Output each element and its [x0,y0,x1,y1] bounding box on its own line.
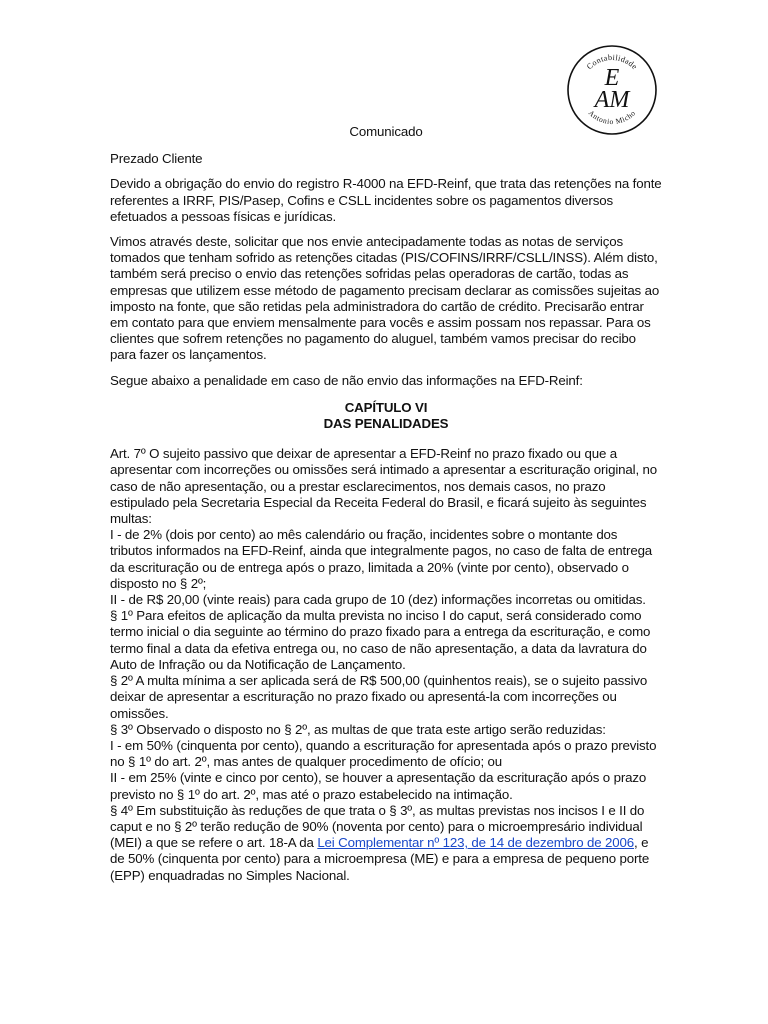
chapter-heading [110,400,662,432]
document-body [110,124,662,884]
paragraph-intro: Devido a obrigação do envio do registro R-4000 na EFD-Reinf, que trata das retenções na fonte referentes a IRRF, PIS/Pasep, Cofins e CSLL incidentes sobre os pagamentos diversos efetuados a pessoas físicas e jurídicas. [110,176,662,224]
article-7-paragraph-3: § 3º Observado o disposto no § 2º, as multas de que trata este artigo serão reduzidas: [110,721,606,737]
logo-monogram-top: E [604,65,620,91]
lei-complementar-link[interactable]: Lei Complementar nº 123, de 14 de dezembro de 2006 [317,835,635,851]
company-logo [566,44,658,136]
article-7-paragraph-4 [110,803,662,884]
paragraph-penalty-intro: Segue abaixo a penalidade em caso de não envio das informações na EFD-Reinf: [110,372,583,388]
document-title: Comunicado [349,124,423,139]
article-7 [110,446,662,883]
article-7-paragraph-3-inciso-1: I - em 50% (cinquenta por cento), quando a escrituração for apresentada após o prazo previsto no § 1º do art. 2º, mas antes de qualquer procedimento de ofício; ou [110,737,657,770]
greeting: Prezado Cliente [110,151,203,167]
logo-bottom-text: Antonio Micho [586,108,638,127]
paragraph-request: Vimos através deste, solicitar que nos envie antecipadamente todas as notas de serviços tomados que tenham sofrido as retenções citadas (PIS/COFINS/IRRF/CSLL/INSS). Além disto, também será preciso o envio das retenções sofridas pelas operadoras de cartão, todas as empresas que utilizem esse método de pagamento precisam declarar as comissões sujeitas ao imposto na fonte, que são retidas pela administradora do cartão de crédito. Precisarão entrar em contato para que enviem mensalmente para vocês e assim possam nos repassar. Para os clientes que sofrem retenções no pagamento do aluguel, também vamos precisar do recibo para fazer os lançamentos. [110,234,660,363]
chapter-subtitle: DAS PENALIDADES [323,416,449,432]
article-7-paragraph-2: § 2º A multa mínima a ser aplicada será de R$ 500,00 (quinhentos reais), se o sujeito passivo deixar de apresentar a escrituração no prazo fixado ou apresentá-la com incorreções ou omissões. [110,673,648,721]
article-7-inciso-2: II - de R$ 20,00 (vinte reais) para cada grupo de 10 (dez) informações incorretas ou omitidas. [110,592,646,608]
chapter-title: CAPÍTULO VI [344,399,428,415]
article-7-caput: Art. 7º O sujeito passivo que deixar de apresentar a EFD-Reinf no prazo fixado ou que a apresentar com incorreções ou omissões será intimado a apresentar a escrituração original, no caso de não apresentação, ou a prestar esclarecimentos, nos demais casos, no prazo estipulado pela Secretaria Especial da Receita Federal do Brasil, e ficará sujeito às seguintes multas: [110,446,658,527]
article-7-inciso-1: I - de 2% (dois por cento) ao mês calendário ou fração, incidentes sobre o montante dos tributos informados na EFD-Reinf, ainda que integralmente pagos, no caso de falta de entrega da escrituração ou de entrega após o prazo, limitada a 20% (vinte por cento), observado o disposto no § 2º; [110,527,653,591]
article-7-paragraph-1: § 1º Para efeitos de aplicação da multa prevista no inciso I do caput, será considerado como termo inicial o dia seguinte ao término do prazo fixado para a entrega da escrituração, e como termo final a data da efetiva entrega ou, no caso de não apresentação, a data da lavratura do Auto de Infração ou da Notificação de Lançamento. [110,608,651,672]
article-7-paragraph-3-inciso-2: II - em 25% (vinte e cinco por cento), se houver a apresentação da escrituração após o prazo previsto no § 1º do art. 2º, mas até o prazo estabelecido na intimação. [110,770,647,802]
logo-monogram-bottom: AM [594,87,630,113]
paragraph-4-text-start: § 4º Em substituição às reduções de que trata o § 3º, as multas previstas nos incisos I e II do caput e no § 2º terão redução de 90% (noventa por cento) para o microempresário individual (MEI) a que se refere o art. 18-A da [110,802,645,851]
logo-top-text: Contabilidade [584,52,640,72]
paragraph-4-text-end: , e de 50% (cinquenta por cento) para a microempresa (ME) e para a empresa de pequeno porte (EPP) enquadradas no Simples Nacional. [110,835,650,883]
